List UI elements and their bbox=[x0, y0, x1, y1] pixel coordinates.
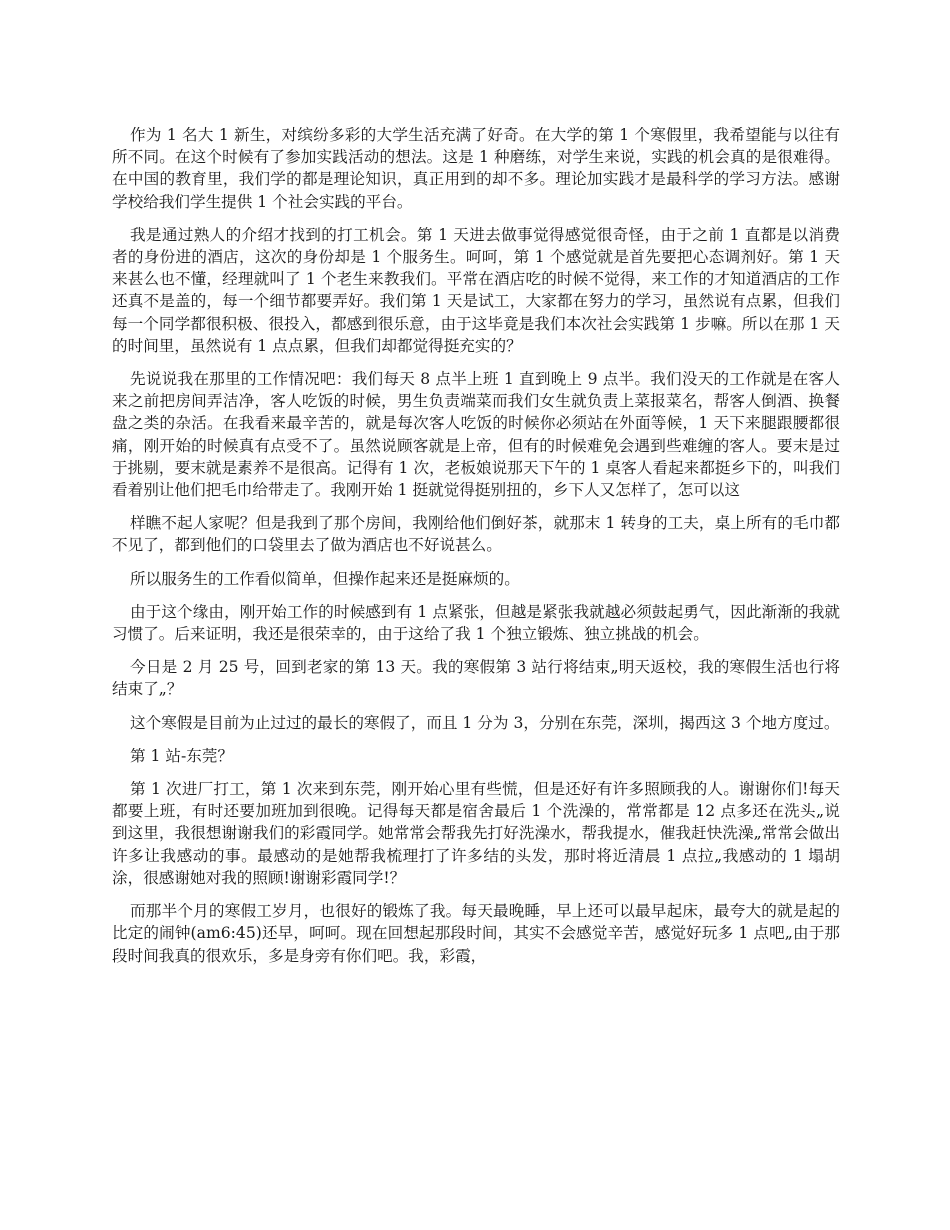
document-body bbox=[112, 124, 840, 978]
paragraph-longest-holiday: 这个寒假是目前为止过过的最长的寒假了，而且 1 分为 3，分别在东莞，深圳，揭西这 3 个地方度过。 bbox=[130, 713, 840, 732]
paragraph-intro: 作为 1 名大 1 新生，对缤纷多彩的大学生活充满了好奇。在大学的第 1 个寒假里，我希望能与以往有所不同。在这个时候有了参加实践活动的想法。这是 1 种磨练，对学生来说，实践的机会真的是很难得。在中国的教育里，我们学的都是理论知识，真正用到的却不多。理论加实践才是最科学的学习方法。感谢学校给我们学生提供 1 个社会实践的平台。 bbox=[112, 126, 840, 211]
paragraph-work-situation: 先说说我在那里的工作情况吧：我们每天 8 点半上班 1 直到晚上 9 点半。我们没天的工作就是在客人来之前把房间弄洁净，客人吃饭的时候，男生负责端菜而我们女生就负责上菜报菜名，帮客人倒酒、换餐盘之类的杂活。在我看来最辛苦的，就是每次客人吃饭的时候你必须站在外面等候，1 天下来腿跟腰都很痛，刚开始的时候真有点受不了。虽然说顾客就是上帝，但有的时候难免会遇到些难缠的客人。要末是过于挑剔，要末就是素养不是很高。记得有 1 次，老板娘说那天下午的 1 桌客人看起来都挺乡下的，叫我们看着别让他们把毛巾给带走了。我刚开始 1 挺就觉得挺别扭的，乡下人又怎样了，怎可以这 bbox=[112, 370, 840, 500]
paragraph-factory-work: 第 1 次进厂打工，第 1 次来到东莞，刚开始心里有些慌，但是还好有许多照顾我的人。谢谢你们!每天都要上班，有时还要加班加到很晚。记得每天都是宿舍最后 1 个洗澡的，常常都是 12 点多还在洗头„说到这里，我很想谢谢我们的彩霞同学。她常常会帮我先打好洗澡水，帮我提水，催我赶快洗澡„常常会做出许多让我感动的事。最感动的是她帮我梳理打了许多结的头发，那时将近清晨 1 点拉„我感动的 1 塌胡涂，很感谢她对我的照顾!谢谢彩霞同学!？ bbox=[112, 780, 840, 887]
paragraph-nervous: 由于这个缘由，刚开始工作的时候感到有 1 点紧张，但越是紧张我就越必须鼓起勇气，因此渐渐的我就习惯了。后来证明，我还是很荣幸的，由于这给了我 1 个独立锻炼、独立挑战的机会。 bbox=[112, 602, 840, 644]
paragraph-date: 今日是 2 月 25 号，回到老家的第 13 天。我的寒假第 3 站行将结束„明天返校，我的寒假生活也行将结束了„？ bbox=[112, 658, 840, 699]
paragraph-first-day: 我是通过熟人的介绍才找到的打工机会。第 1 天进去做事觉得感觉很奇怪，由于之前 1 直都是以消费者的身份进的酒店，这次的身份却是 1 个服务生。呵呵，第 1 个感觉就是首先要把心态调剂好。第 1 天来甚么也不懂，经理就叫了 1 个老生来教我们。平常在酒店吃的时候不觉得，来工作的才知道酒店的工作还真不是盖的，每一个细节都要弄好。我们第 1 天是试工，大家都在努力的学习，虽然说有点累，但我们每一个同学都很积极、很投入，都感到很乐意，由于这毕竟是我们本次社会实践第 1 步嘛。所以在那 1 天的时间里，虽然说有 1 点点累，但我们却都觉得挺充实的？ bbox=[112, 225, 840, 355]
paragraph-towels: 样瞧不起人家呢？但是我到了那个房间，我刚给他们倒好茶，就那末 1 转身的工夫，桌上所有的毛巾都不见了，都到他们的口袋里去了做为酒店也不好说甚么。 bbox=[112, 514, 840, 555]
paragraph-reflection: 而那半个月的寒假工岁月，也很好的锻炼了我。每天最晚睡，早上还可以最早起床，最夸大的就是起的比定的闹钟(am6:45)还早，呵呵。现在回想起那段时间，其实不会感觉辛苦，感觉好玩多 1 点吧„由于那段时间我真的很欢乐，多是身旁有你们吧。我，彩霞， bbox=[112, 902, 840, 965]
section-heading-dongguan: 第 1 站-东莞？ bbox=[130, 746, 234, 765]
paragraph-waiter-work: 所以服务生的工作看似简单，但操作起来还是挺麻烦的。 bbox=[130, 569, 520, 588]
